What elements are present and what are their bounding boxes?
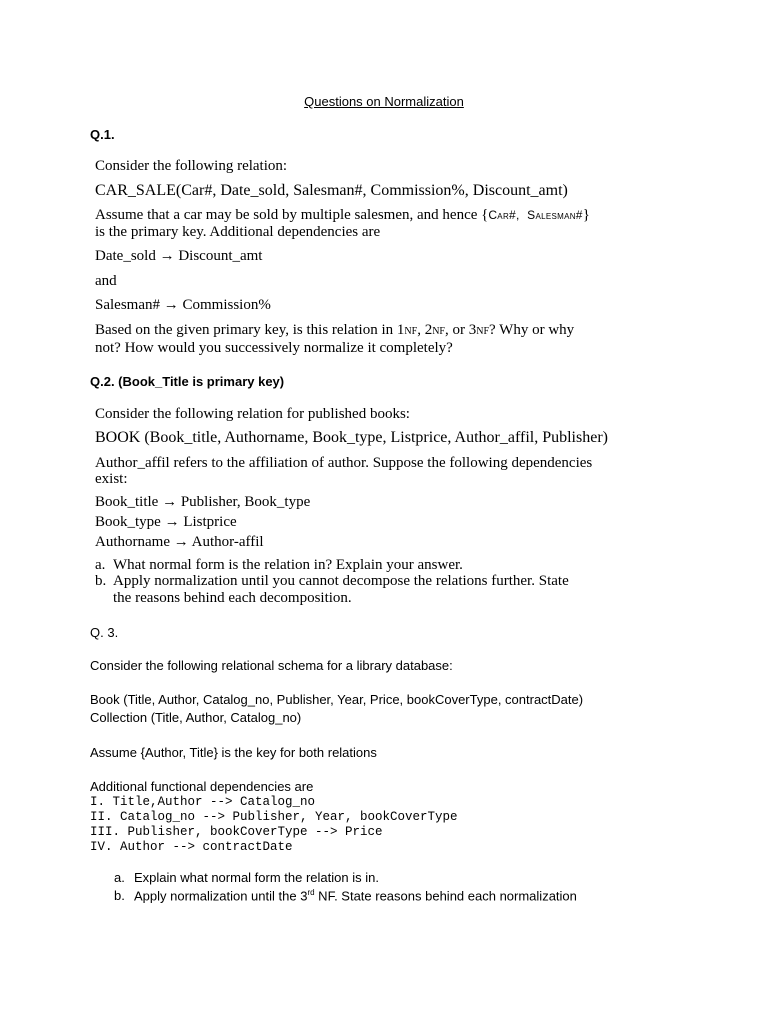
q1-heading: Q.1. <box>90 127 115 142</box>
q3-fd-3: III. Publisher, bookCoverType --> Price <box>90 825 383 839</box>
q1-assume-line2: is the primary key. Additional dependencies are <box>95 224 381 240</box>
q1-nf-1: nf <box>404 323 418 338</box>
q2-item-a <box>95 557 463 574</box>
q3-heading: Q. 3. <box>90 625 119 640</box>
q1-dependency-1: Date_sold → Discount_amt <box>95 248 263 264</box>
q3-item-b-text: Apply normalization until the 3 <box>134 888 308 904</box>
q2-item-a-text: What normal form is the relation in? Explain your answer. <box>113 557 463 573</box>
q2-dependency-3: Authorname → Author-affil <box>95 534 264 550</box>
q1-dependency-2: Salesman# → Commission% <box>95 297 271 313</box>
q1-assume-text: Assume that a car may be sold by multiple salesmen, and hence <box>95 207 478 223</box>
list-marker: b. <box>114 888 125 904</box>
q3-schema-book: Book (Title, Author, Catalog_no, Publisher, Year, Price, bookCoverType, contractDate) <box>90 692 584 707</box>
q1-intro: Consider the following relation: <box>95 158 288 174</box>
q2-item-b-text-1: Apply normalization until you cannot decompose the relations further. State <box>113 573 569 589</box>
q1-key-salesman: Salesman# <box>527 208 583 222</box>
q3-item-a <box>114 870 379 885</box>
q2-description-line2: exist: <box>95 471 128 487</box>
q1-relation: CAR_SALE(Car#, Date_sold, Salesman#, Commission%, Discount_amt) <box>95 182 568 199</box>
q1-key-open: { <box>481 207 489 223</box>
q1-key-car: Car#, <box>488 208 520 222</box>
q1-question-part: , or 3 <box>444 322 477 338</box>
q3-fd-heading: Additional functional dependencies are <box>90 779 314 794</box>
q2-intro: Consider the following relation for published books: <box>95 406 410 422</box>
q3-assume: Assume {Author, Title} is the key for both relations <box>90 745 377 760</box>
q3-intro: Consider the following relational schema for a library database: <box>90 658 453 673</box>
q2-heading: Q.2. (Book_Title is primary key) <box>90 374 285 389</box>
q2-item-b-text-2: the reasons behind each decomposition. <box>113 590 352 606</box>
q1-assume-line1 <box>95 207 590 224</box>
q2-dependency-1: Book_title → Publisher, Book_type <box>95 494 311 510</box>
q1-key-close: } <box>582 207 590 223</box>
q1-nf-2: nf <box>432 323 445 338</box>
q3-fd-2: II. Catalog_no --> Publisher, Year, bookCoverType <box>90 810 458 824</box>
list-marker: a. <box>95 557 106 573</box>
q2-item-b <box>95 573 569 590</box>
q2-dependency-2: Book_type → Listprice <box>95 514 237 530</box>
list-marker: a. <box>114 870 125 885</box>
list-marker: b. <box>95 573 107 589</box>
q1-question-part: Based on the given primary key, is this relation in 1 <box>95 322 405 338</box>
q1-question-line1 <box>95 322 574 339</box>
q1-question-line2: not? How would you successively normalize it completely? <box>95 340 453 356</box>
page-title: Questions on Normalization <box>304 94 464 109</box>
q1-and: and <box>95 273 117 289</box>
q3-schema-collection: Collection (Title, Author, Catalog_no) <box>90 710 302 725</box>
q3-item-b-text-end: NF. State reasons behind each normalization <box>314 888 577 904</box>
q1-question-part: ? Why or why <box>489 322 575 338</box>
q1-question-part: , 2 <box>417 322 433 338</box>
q3-fd-4: IV. Author --> contractDate <box>90 840 293 854</box>
q3-item-a-text: Explain what normal form the relation is in. <box>134 870 379 885</box>
q3-fd-1: I. Title,Author --> Catalog_no <box>90 795 316 809</box>
q2-relation: BOOK (Book_title, Authorname, Book_type, Listprice, Author_affil, Publisher) <box>95 429 608 446</box>
q3-item-b-superscript: rd <box>307 888 315 897</box>
q1-nf-3: nf <box>476 323 490 338</box>
q2-description-line1: Author_affil refers to the affiliation of author. Suppose the following dependencies <box>95 455 593 471</box>
q3-item-b <box>114 888 577 903</box>
